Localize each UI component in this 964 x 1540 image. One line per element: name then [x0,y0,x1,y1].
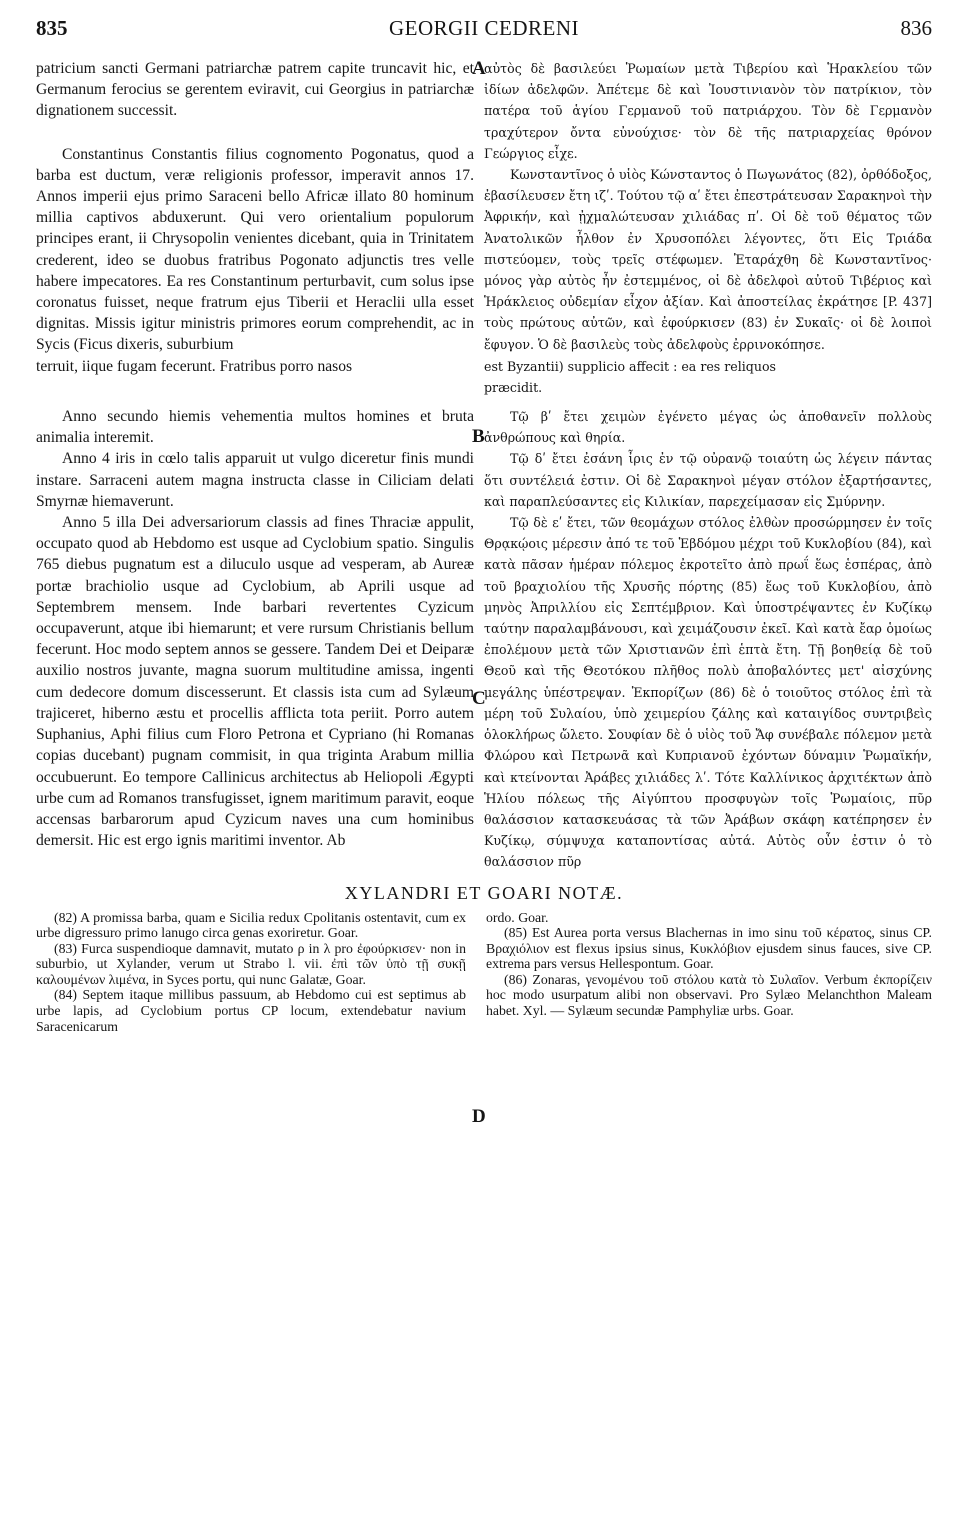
page-header [36,12,932,44]
latin-paragraph: Anno 4 iris in cœlo talis apparuit ut vulgo diceretur finis mundi instare. Sarraceni autem magna instructa classe in Ciliciam delati Smyrnæ hiemaverunt. [36,450,474,510]
notes-left-column [36,910,486,1035]
latin-paragraph: patricium sancti Germani patriarchæ patrem capite truncavit hic, et Germanum ferocius se gerentem eviravit, cui Georgius in patriarchæ dignationem successit. [36,60,474,120]
note-item: (84) Septem itaque millibus passuum, ab Hebdomo cui est septimus ab urbe lapis, ad Cyclobium portus CP locum, extendebatur navium Saracenicarum [36,987,466,1034]
latin-paragraph: Anno secundo hiemis vehementia multos homines et bruta animalia interemit. [36,408,474,447]
greek-paragraph: Τῷ δʹ ἔτει ἐσάνη ἶρις ἐν τῷ οὐρανῷ τοιαύτη ὡς λέγειν πάντας ὅτι συντέλειά ἐστιν. Οἱ δὲ Σαρακηνοὶ μέγαν στόλον ἐξαρτήσαντες, καὶ παραπλεύσαντες εἰς Κιλικίαν, παρεχείμασαν εἰς Σμύρνην. [484,451,932,509]
margin-marker-a: A [472,58,486,79]
latin-paragraph: Anno 5 illa Dei adversariorum classis ad fines Thraciæ appulit, occupato quod ab Hebdomo est usque ad Cyclobium spatio. Singulis 765 diebus pugnatum est a diluculo usque ad vesperam, ab Aureæ portæ brachiolio usque ad Cyclobium, ab Aprili usque ad Septembrem mensem. Inde barbari revertentes Cyzicum occupaverunt, atque ibi hiemarunt; et vere rursum Christianis bellum fecerunt. Hoc modo septem annos se gessere. Tandem Dei et Deiparæ auxilio nostros juvante, magna suorum multitudine amissa, ingenti cum dedecore domum discesserunt. Et classis ista cum ad Sylæum trajiceret, hiberno æstu et procellis afflicta tota periit. Porro autem Suphanius, Aphi filius cum Floro Petrona et Cypriano (hi Romanas copias ducebant) pugnam commisit, in qua triginta Arabum millia occubuerunt. Eo tempore Callinicus architectus ab Heliopoli Ægypti urbe cum ad Romanos transfugisset, ignem maritimum paravit, eoque accensas barbarorum apud Cyzicum naves una cum hominibus demersit. Hic est ergo ignis maritimi inventor. Ab [36,514,474,850]
latin-paragraph: Constantinus Constantis filius cognomento Pogonatus, quod a barba est ductum, veræ religionis professor, imperavit annos 17. Annos imperii ejus primo Saraceni bello Africæ illato 80 hominum millia captivos abduxerunt. Qui vero orientalium populorum principes erant, ii Chrysopolin venientes dicebant, quia in Trinitatem crederent, ideo se duobus fratribus Pogonato adjunctis tres velle habere impecatores. Ea res Constantinum perturbavit, cum solus ipse coronatus fuisset, neque fratrum ejus Tiberii et Heraclii ulla esset dignitas. Missis igitur ministris primores eorum comprehendit, ac in Sycis (Ficus dixeris, suburbium [36,145,474,354]
notes-section [36,910,932,1035]
margin-marker-d: D [472,1106,486,1128]
greek-column [484,406,932,872]
running-title: GEORGII CEDRENI [388,16,580,40]
span-left-line: terruit, iique fugam fecerunt. Fratribus porro nasos [36,357,353,375]
greek-paragraph: αὐτὸς δὲ βασιλεύει Ῥωμαίων μετὰ Τιβερίου καὶ Ἡρακλείου τῶν ἰδίων ἀδελφῶν. Ἀπέτεμε δὲ καὶ Ἰουστινιανὸν τὸν πατρίκιον, τὸν πατέρα τοῦ ἁγίου Γερμανοῦ τοῦ πατριάρχου. Τὸν δὲ Γερμανὸν τραχύτερον ὄντα εὐνούχισε· τὸν δὲ τῆς πατριαρχείας θρόνον Γεώργιος εἶχε. [484,61,932,161]
spanning-sentence [36,356,932,398]
latin-column [36,58,484,356]
note-item: (85) Est Aurea porta versus Blachernas in imo sinu τοῦ κέρατος, sinus CP. Βραχιόλιον est flexus ipsius sinus, Κυκλόβιον ejusdem sinus fauces, sive CP. extrema pars versus Hellespontum. Goar. [486,925,932,972]
latin-column [36,406,484,851]
note-item: (86) Zonaras, γενομένου τοῦ στόλου κατὰ τὸ Συλαῖον. Verbum ἐκπορίζειν hoc modo usurpatum alibi non observavi. Pro Sylæo Melanchthon Maleam habet. Xyl. — Sylæum secundæ Pamphyliæ urbs. Goar. [486,971,932,1019]
note-item: (83) Furca suspendioque damnavit, mutato ρ in λ pro ἐφούρκισεν· non in suburbio, ut Xylander, verum ut Strabo l. vii. ἐπὶ τῶν ὑπὸ τῇ συκῇ καλουμένων λιμένα, in Syces portu, qui nunc Galatæ, Goar. [36,940,466,987]
span-right-tail: præcidit. [484,379,543,395]
greek-paragraph: Τῷ δὲ εʹ ἔτει, τῶν θεομάχων στόλος ἐλθὼν προσώρμησεν ἐν τοῖς Θρᾳκῴοις μέρεσιν ἀπό τε τοῦ Ἑβδόμου μέχρι τοῦ Κυκλοβίου (84), καὶ κατὰ πᾶσαν ἡμέραν πόλεμος ἐκροτεῖτο ἀπὸ πρωΐ ἕως ἑσπέρας, ἀπὸ τοῦ βραχιολίου τῆς Χρυσῆς πόρτης (85) ἕως τοῦ Κυκλοβίου, ἀπὸ μηνὸς Ἀπριλλίου εἰς Σεπτέμβριον. Καὶ ὑποστρέψαντες ἐν Κυζίκῳ ταύτην παραλαμβάνουσι, καὶ χειμάζουσιν ἐκεῖ. Καὶ κατὰ ἔαρ ὁμοίως ἐπολέμουν μετὰ τῶν Χριστιανῶν ἐπὶ ἑπτὰ ἔτη. Τῇ βοηθείᾳ δὲ τοῦ Θεοῦ καὶ τῆς Θεοτόκου πλῆθος πολὺ ἀποβαλόντες μετ' αἰσχύνης μεγάλης ὑπέστρεψαν. Ἐκπορίζων (86) δὲ ὁ τοιοῦτος στόλος ἐπὶ τὰ μέρη τοῦ Συλαίου, ὑπὸ χειμερίου ζάλης καὶ καταιγίδος συντριβεὶς ὁλοκλήρως ὤλετο. Σουφίαν δὲ ὁ υἱὸς τοῦ Ἄφ συνέβαλε πόλεμον μετὰ Φλώρου καὶ Πετρωνᾶ καὶ Κυπριανοῦ ἐχόντων δύναμιν Ῥωμαϊκήν, καὶ κτείνονται Ἀράβες χιλιάδες λʹ. Τότε Καλλίνικος ἀρχιτέκτων ἀπὸ Ἡλίου πόλεως τῆς Αἰγύπτου προσφυγὼν τοῖς Ῥωμαίοις, πῦρ θαλάσσιον κατασκευάσας τὰ τῶν Ἀράβων σκάφη κατέπρησεν ἐν Κυζίκῳ, σύμψυχα καταποντίσας αὐτά. Αὐτὸς οὖν ἐστιν ὁ τὸ θαλάσσιον πῦρ [484,515,932,870]
note-item: (82) A promissa barba, quam e Sicilia redux Cpolitanis ostentavit, cum ex urbe digressuro primo lanugo circa genas exoriretur. Goar. [36,909,466,941]
greek-column [484,58,932,355]
margin-marker-c: C [472,688,486,710]
notes-title: XYLANDRI ET GOARI NOTÆ. [344,882,624,903]
notes-right-column [486,910,932,1019]
greek-paragraph: Κωνσταντῖνος ὁ υἱὸς Κώνσταντος ὁ Πωγωνάτος (82), ὀρθόδοξος, ἐβασίλευσεν ἔτη ιζʹ. Τούτου τῷ αʹ ἔτει ἐπεστράτευσαν Σαρακηνοὶ τὴν Ἀφρικήν, καὶ ᾐχμαλώτευσαν χιλιάδας πʹ. Οἱ δὲ τοῦ θέματος τῶν Ἀνατολικῶν ἦλθον ἐν Χρυσοπόλει λέγοντες, ὅτι Εἰς Τριάδα πιστεύομεν, τοὺς τρεῖς στέφωμεν. Ἐταράχθη δὲ Κωνσταντῖνος· μόνος γὰρ αὐτὸς ἦν ἐστεμμένος, οἱ δὲ ἀδελφοὶ αὐτοῦ Τιβέριος καὶ Ἡράκλειος οὐδεμίαν εἶχον ἀξίαν. Καὶ ἀποστείλας ἐκράτησε [P. 437] τοὺς πρώτους αὐτῶν, καὶ ἐφούρκισεν (83) ἐν Συκαῖς· οἱ δὲ λοιποὶ ἔφυγον. Ὁ δὲ βασιλεὺς τοὺς ἀδελφοὺς ἐρρινοκόπησε. [484,167,932,352]
note-item: ordo. Goar. [486,909,549,925]
right-page-number: 836 [900,16,932,40]
page-body [36,58,932,1128]
greek-paragraph: Τῷ βʹ ἔτει χειμὼν ἐγένετο μέγας ὡς ἀποθανεῖν πολλοὺς ἀνθρώπους καὶ θηρία. [484,409,932,446]
span-right-line: est Byzantii) supplicio affecit : ea res reliquos [484,358,777,374]
margin-marker-b: B [472,426,485,447]
left-page-number: 835 [36,16,68,40]
